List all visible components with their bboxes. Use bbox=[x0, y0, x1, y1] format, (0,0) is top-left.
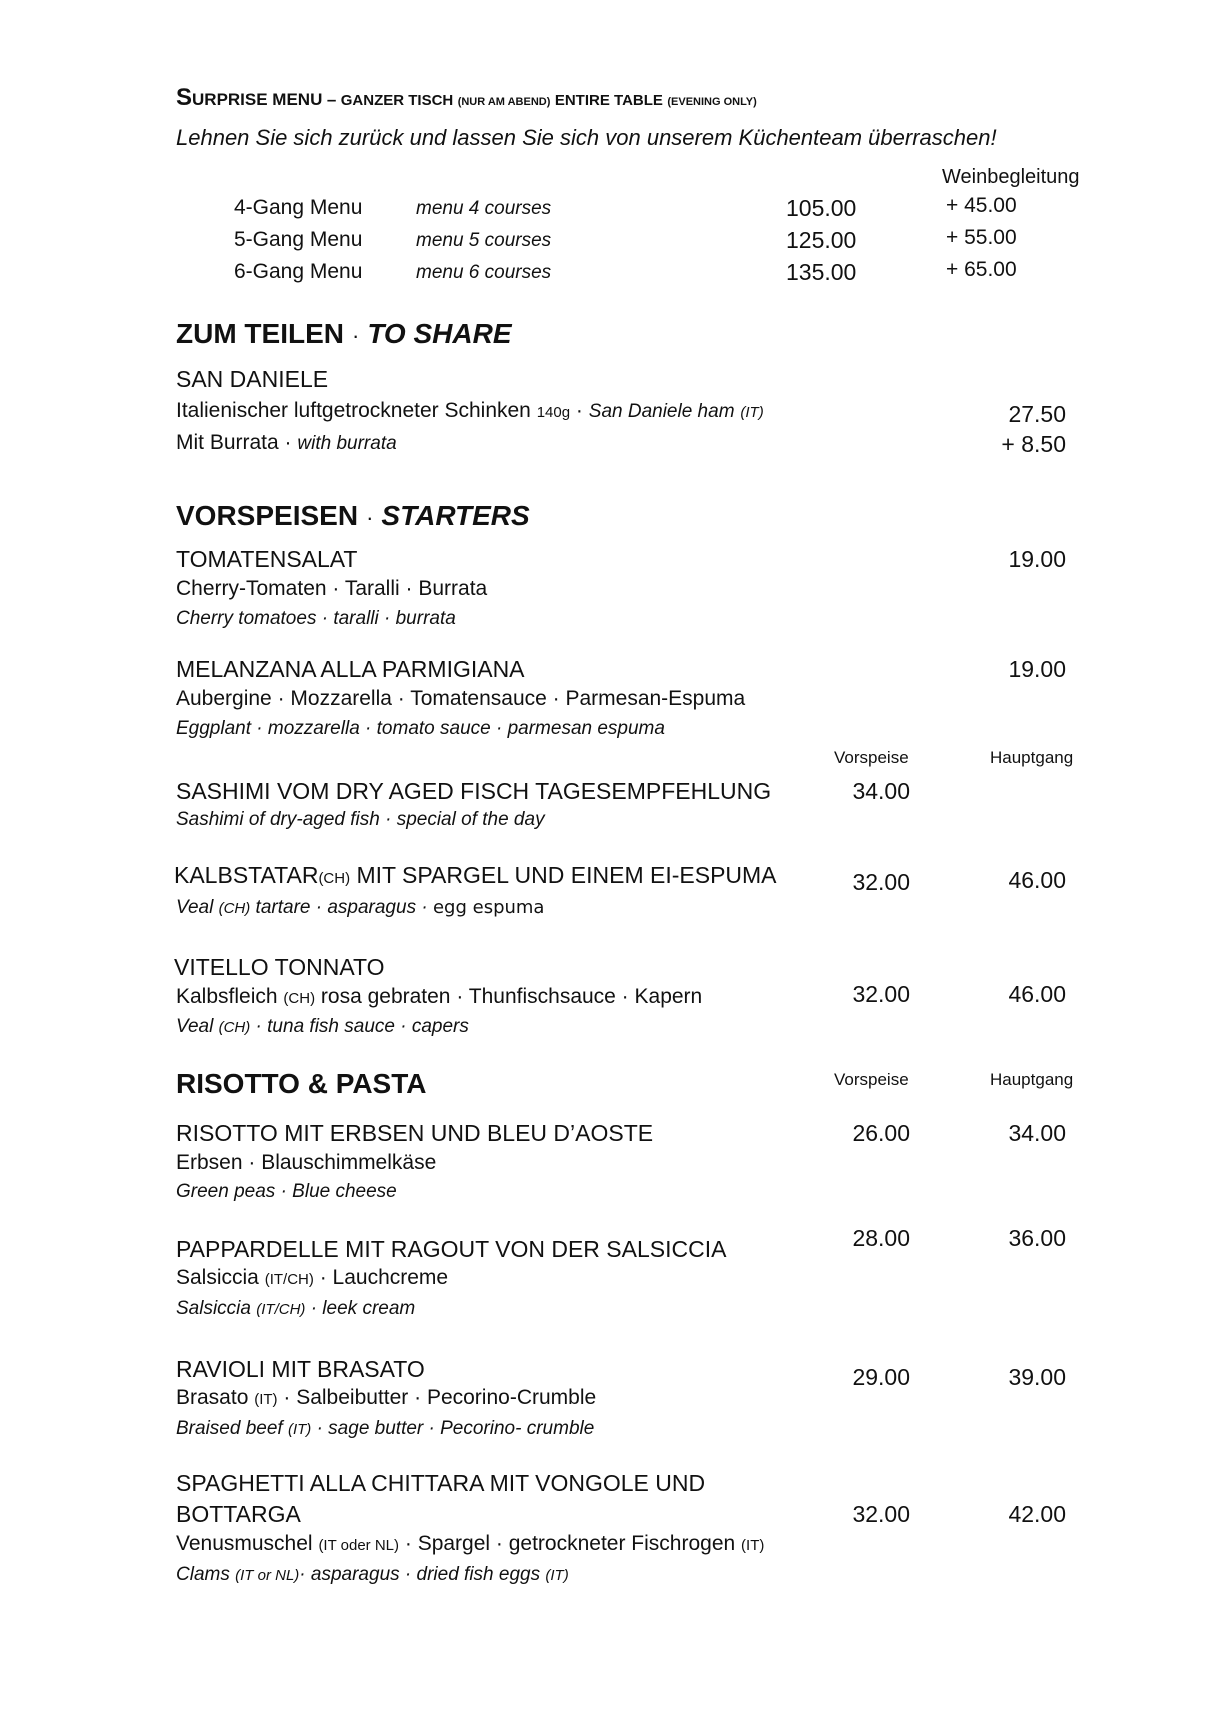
san-daniele-sep: · bbox=[575, 399, 583, 422]
kalbstatar-price-starter: 32.00 bbox=[852, 869, 910, 895]
surprise-entire: ENTIRE TABLE bbox=[554, 92, 663, 109]
starters-section-title bbox=[176, 500, 530, 532]
melanzana-name: MELANZANA ALLA PARMIGIANA bbox=[176, 656, 525, 682]
melanzana-de: Aubergine · Mozzarella · Tomatensauce · Parmesan-Espuma bbox=[176, 687, 746, 710]
ravioli-de-b: · Salbeibutter · Pecorino-Crumble bbox=[277, 1386, 597, 1409]
starters-col-vorspeise: Vorspeise bbox=[834, 748, 909, 767]
menu-5-name: 5-Gang Menu bbox=[234, 228, 363, 251]
vitello-de-a: Kalbsfleich bbox=[176, 985, 278, 1008]
pappardelle-en-a: Salsiccia bbox=[176, 1298, 251, 1319]
pappardelle-en-origin: (IT/CH) bbox=[256, 1301, 306, 1318]
vitello-price-starter: 32.00 bbox=[852, 981, 910, 1007]
pappardelle-de bbox=[176, 1266, 448, 1290]
risotto-price-starter: 26.00 bbox=[852, 1120, 910, 1146]
pasta-col-hauptgang: Hauptgang bbox=[990, 1070, 1074, 1089]
menu-4-price: 105.00 bbox=[786, 195, 857, 221]
kalbstatar-en-c: egg espuma bbox=[432, 897, 545, 918]
melanzana-en: Eggplant · mozzarella · tomato sauce · parmesan espuma bbox=[176, 718, 665, 739]
risotto-price-main: 34.00 bbox=[1008, 1120, 1066, 1146]
pappardelle-price-starter: 28.00 bbox=[852, 1225, 910, 1251]
wine-header: Weinbegleitung bbox=[942, 166, 1080, 188]
pappardelle-price-main: 36.00 bbox=[1008, 1225, 1066, 1251]
burrata-price: + 8.50 bbox=[1001, 431, 1066, 457]
spaghetti-de-origin2: (IT) bbox=[741, 1537, 765, 1554]
kalbstatar-en-b: tartare · asparagus · bbox=[250, 897, 433, 918]
vitello-en bbox=[176, 1016, 469, 1038]
kalbstatar-en bbox=[176, 897, 544, 919]
san-daniele-origin: (IT) bbox=[740, 404, 764, 421]
spaghetti-price-starter: 32.00 bbox=[852, 1501, 910, 1527]
burrata-sep: · bbox=[284, 431, 292, 454]
spaghetti-de-origin: (IT oder NL) bbox=[318, 1537, 400, 1554]
menu-5-en: menu 5 courses bbox=[416, 230, 552, 251]
ravioli-name: RAVIOLI MIT BRASATO bbox=[176, 1356, 425, 1382]
san-daniele-de: Italienischer luftgetrockneter Schinken bbox=[176, 399, 531, 422]
ravioli-de bbox=[176, 1386, 596, 1410]
pappardelle-de-a: Salsiccia bbox=[176, 1266, 259, 1289]
spaghetti-de-a: Venusmuschel bbox=[176, 1532, 313, 1555]
spaghetti-en bbox=[176, 1564, 569, 1586]
vitello-price-main: 46.00 bbox=[1008, 981, 1066, 1007]
ravioli-price-main: 39.00 bbox=[1008, 1364, 1066, 1390]
surprise-dash: – bbox=[326, 90, 337, 109]
menu-4-en: menu 4 courses bbox=[416, 198, 552, 219]
risotto-de: Erbsen · Blauschimmelkäse bbox=[176, 1151, 437, 1174]
share-title-dot: · bbox=[352, 323, 360, 348]
starters-col-hauptgang: Hauptgang bbox=[990, 748, 1074, 767]
spaghetti-price-main: 42.00 bbox=[1008, 1501, 1066, 1527]
share-section-title bbox=[176, 318, 512, 350]
pappardelle-de-b: · Lauchcreme bbox=[313, 1266, 449, 1289]
menu-4-wine: + 45.00 bbox=[946, 194, 1017, 217]
ravioli-en bbox=[176, 1418, 594, 1440]
tomatensalat-en: Cherry tomatoes · taralli · burrata bbox=[176, 608, 456, 629]
spaghetti-de bbox=[176, 1532, 764, 1556]
tomatensalat-de: Cherry-Tomaten · Taralli · Burrata bbox=[176, 577, 488, 600]
san-daniele-en: San Daniele ham bbox=[588, 401, 735, 422]
kalbstatar-en-origin: (CH) bbox=[218, 900, 251, 917]
vitello-de-origin: (CH) bbox=[283, 990, 316, 1007]
ravioli-en-a: Braised beef bbox=[176, 1418, 283, 1439]
vitello-name: VITELLO TONNATO bbox=[174, 954, 385, 980]
ravioli-en-origin: (IT) bbox=[287, 1421, 312, 1438]
tomatensalat-price: 19.00 bbox=[1008, 546, 1066, 572]
pappardelle-name: PAPPARDELLE MIT RAGOUT VON DER SALSICCIA bbox=[176, 1236, 727, 1262]
burrata-de: Mit Burrata bbox=[176, 431, 279, 454]
pappardelle-de-origin: (IT/CH) bbox=[264, 1271, 314, 1288]
kalbstatar-en-a: Veal bbox=[176, 897, 214, 918]
sashimi-name: SASHIMI VOM DRY AGED FISCH TAGESEMPFEHLUNG bbox=[176, 778, 772, 804]
menu-6-wine: + 65.00 bbox=[946, 258, 1017, 281]
share-title-de: ZUM TEILEN bbox=[176, 318, 344, 349]
menu-6-price: 135.00 bbox=[786, 259, 857, 285]
surprise-nur: (NUR AM ABEND) bbox=[457, 96, 551, 108]
risotto-en: Green peas · Blue cheese bbox=[176, 1181, 397, 1202]
burrata-en: with burrata bbox=[297, 433, 397, 454]
kalbstatar-name-b: MIT SPARGEL UND EINEM EI-ESPUMA bbox=[350, 862, 777, 888]
kalbstatar-price-main: 46.00 bbox=[1008, 867, 1066, 893]
ravioli-de-origin: (IT) bbox=[254, 1391, 278, 1408]
burrata-line bbox=[176, 431, 397, 455]
spaghetti-name-line2: BOTTARGA bbox=[176, 1501, 301, 1527]
menu-6-en: menu 6 courses bbox=[416, 262, 552, 283]
spaghetti-name-line1: SPAGHETTI ALLA CHITTARA MIT VONGOLE UND bbox=[176, 1470, 706, 1496]
spaghetti-en-b: · asparagus · dried fish eggs bbox=[299, 1564, 541, 1585]
pappardelle-en-b: · leek cream bbox=[305, 1298, 416, 1319]
sashimi-en: Sashimi of dry-aged fish · special of the day bbox=[176, 809, 545, 830]
starters-title-de: VORSPEISEN bbox=[176, 500, 359, 531]
surprise-title-rest: URPRISE MENU bbox=[192, 90, 323, 109]
san-daniele-desc bbox=[176, 399, 764, 423]
spaghetti-en-a: Clams bbox=[176, 1564, 230, 1585]
vitello-en-origin: (CH) bbox=[218, 1019, 251, 1036]
spaghetti-de-b: · Spargel · getrockneter Fischrogen bbox=[399, 1532, 736, 1555]
surprise-intro: Lehnen Sie sich zurück und lassen Sie sich von unserem Küchenteam überraschen! bbox=[176, 125, 997, 150]
vitello-de-b: rosa gebraten · Thunfischsauce · Kapern bbox=[315, 985, 703, 1008]
spaghetti-en-origin: (IT or NL) bbox=[235, 1567, 300, 1584]
san-daniele-name: SAN DANIELE bbox=[176, 366, 329, 392]
kalbstatar-origin: (CH) bbox=[318, 870, 351, 887]
starters-title-dot: · bbox=[366, 505, 374, 530]
pasta-section-title: RISOTTO & PASTA bbox=[176, 1068, 427, 1099]
ravioli-en-b: · sage butter · Pecorino- crumble bbox=[311, 1418, 595, 1439]
menu-5-wine: + 55.00 bbox=[946, 226, 1017, 249]
vitello-de bbox=[176, 985, 702, 1009]
vitello-en-a: Veal bbox=[176, 1016, 214, 1037]
starters-title-en: STARTERS bbox=[381, 500, 530, 531]
menu-4-name: 4-Gang Menu bbox=[234, 196, 363, 219]
risotto-name: RISOTTO MIT ERBSEN UND BLEU D’AOSTE bbox=[176, 1120, 654, 1146]
pappardelle-en bbox=[176, 1298, 415, 1320]
sashimi-price-starter: 34.00 bbox=[852, 778, 910, 804]
menu-6-name: 6-Gang Menu bbox=[234, 260, 363, 283]
surprise-heading bbox=[176, 84, 757, 112]
share-title-en: TO SHARE bbox=[367, 318, 512, 349]
kalbstatar-name-a: KALBSTATAR bbox=[174, 862, 319, 888]
melanzana-price: 19.00 bbox=[1008, 656, 1066, 682]
san-daniele-weight: 140g bbox=[536, 404, 571, 421]
pasta-col-vorspeise: Vorspeise bbox=[834, 1070, 909, 1089]
san-daniele-price: 27.50 bbox=[1008, 401, 1066, 427]
ravioli-price-starter: 29.00 bbox=[852, 1364, 910, 1390]
tomatensalat-name: TOMATENSALAT bbox=[176, 546, 358, 572]
vitello-en-b: · tuna fish sauce · capers bbox=[250, 1016, 469, 1037]
ravioli-de-a: Brasato bbox=[176, 1386, 249, 1409]
spaghetti-en-origin2: (IT) bbox=[545, 1567, 569, 1584]
surprise-title-cap: S bbox=[176, 84, 193, 111]
kalbstatar-name bbox=[174, 862, 777, 889]
menu-5-price: 125.00 bbox=[786, 227, 857, 253]
surprise-ganzer: GANZER TISCH bbox=[340, 92, 454, 109]
surprise-evening: (EVENING ONLY) bbox=[667, 96, 757, 108]
